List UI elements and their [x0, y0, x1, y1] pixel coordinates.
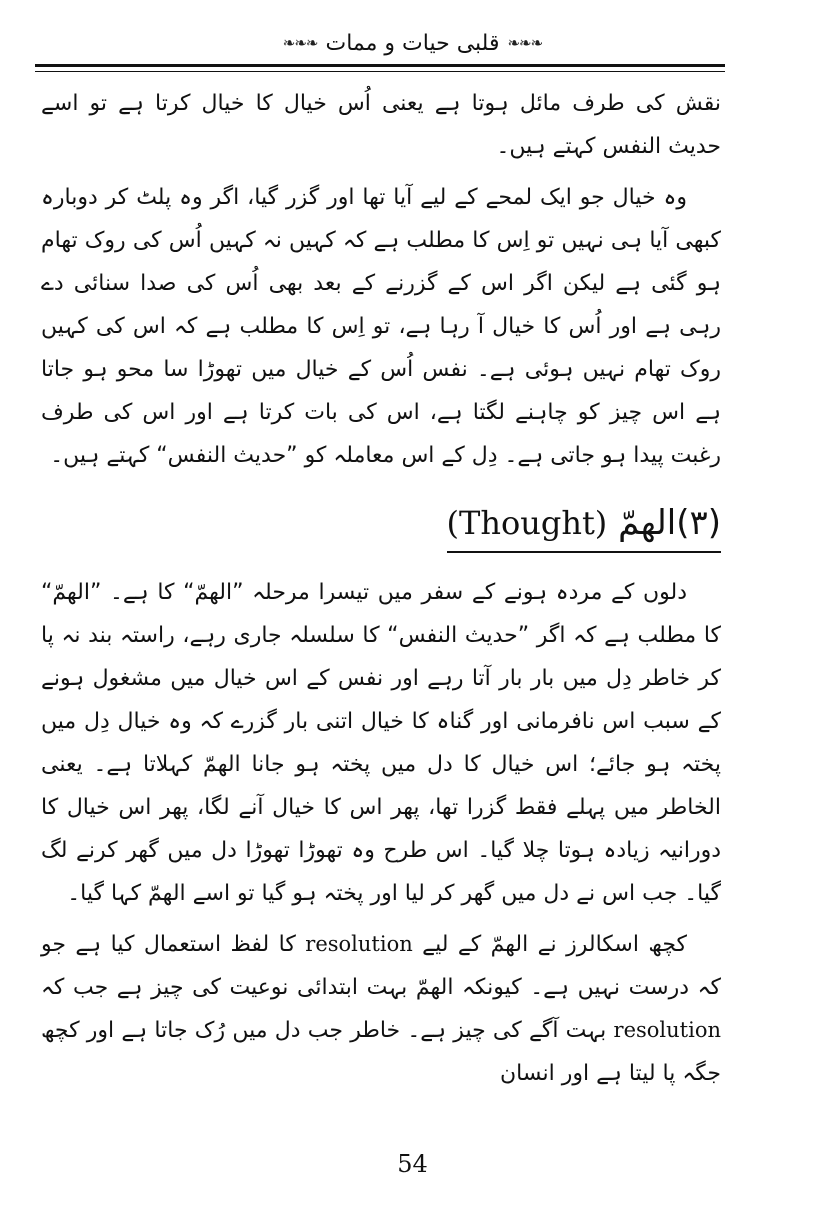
paragraph-4-part-c: بہت آگے کی چیز ہے۔ خاطر جب دل میں رُک جاتا ہے اور کچھ جگہ پا لیتا ہے اور انسان [41, 1018, 721, 1086]
section-heading-text [447, 497, 721, 553]
ornament-right-icon: ❧❧❧ [507, 34, 543, 52]
term-resolution-1: resolution [305, 932, 413, 956]
header-rule-thin [35, 71, 725, 72]
page-body [41, 82, 721, 1103]
paragraph-2: وہ خیال جو ایک لمحے کے لیے آیا تھا اور گزر گیا، اگر وہ پلٹ کر دوبارہ کبھی آیا ہی نہیں تو اِس کا مطلب ہے کہ کہیں نہ کہیں اُس کی روک تھام ہو گئی ہے لیکن اگر اس کے گزرنے کے بعد بھی اُس کی صدا سنائی دے رہی ہے اور اُس کا خیال آ رہا ہے، تو اِس کا مطلب ہے کہ اس کی کہیں روک تھام نہیں ہوئی ہے۔ نفس اُس کے خیال میں تھوڑا سا محو ہو جاتا ہے اس چیز کو چاہنے لگتا ہے، اس کی بات کرتا ہے اور اس کی طرف رغبت پیدا ہو جاتی ہے۔ دِل کے اس معاملہ کو ”حدیث النفس“ کہتے ہیں۔ [41, 185, 721, 468]
paragraph-4-part-b: کا لفظ استعمال کیا ہے جو کہ درست نہیں ہے۔ کیونکہ الهمّ بہت ابتدائی نوعیت کی چیز ہے جب کہ [41, 932, 721, 1000]
book-title: قلبی حیات و ممات [325, 30, 500, 56]
paragraph-4-part-a: کچھ اسکالرز نے الهمّ کے لیے [422, 932, 687, 957]
paragraph-4 [41, 923, 721, 1095]
paragraph-1: نقش کی طرف مائل ہوتا ہے یعنی اُس خیال کا خیال کرتا ہے تو اسے حدیث النفس کہتے ہیں۔ [41, 91, 721, 159]
page-number: 54 [397, 1150, 428, 1178]
term-resolution-2: resolution [613, 1018, 721, 1042]
heading-urdu: (۳)الهمّ [618, 503, 721, 543]
section-heading [41, 497, 721, 557]
header-rule-thick [35, 64, 725, 67]
paragraph-3: دلوں کے مردہ ہونے کے سفر میں تیسرا مرحلہ ”الهمّ“ کا ہے۔ ”الهمّ“ کا مطلب ہے کہ اگر ”حدیث النفس“ کا سلسلہ جاری رہے، راستہ بند نہ پا کر خاطر دِل میں بار بار آتا رہے اور نفس کے اس خیال میں مشغول ہونے کے سبب اس نافرمانی اور گناہ کا خیال اتنی بار گزرے کہ وہ خیال دِل میں پختہ ہو جائے؛ اس خیال کا دل میں پختہ ہو جانا الهمّ کہلاتا ہے۔ یعنی الخاطر میں پہلے فقط گزرا تھا، پھر اس کا خیال آنے لگا، پھر اس خیال کا دورانیہ زیادہ ہوتا چلا گیا۔ اس طرح وہ تھوڑا تھوڑا دل میں گھر کرنے لگ گیا۔ جب اس نے دل میں گھر کر لیا اور پختہ ہو گیا تو اسے الهمّ کہا گیا۔ [41, 580, 721, 906]
heading-english: (Thought) [446, 504, 608, 542]
ornament-left-icon: ❧❧❧ [282, 34, 318, 52]
running-header [0, 26, 825, 60]
